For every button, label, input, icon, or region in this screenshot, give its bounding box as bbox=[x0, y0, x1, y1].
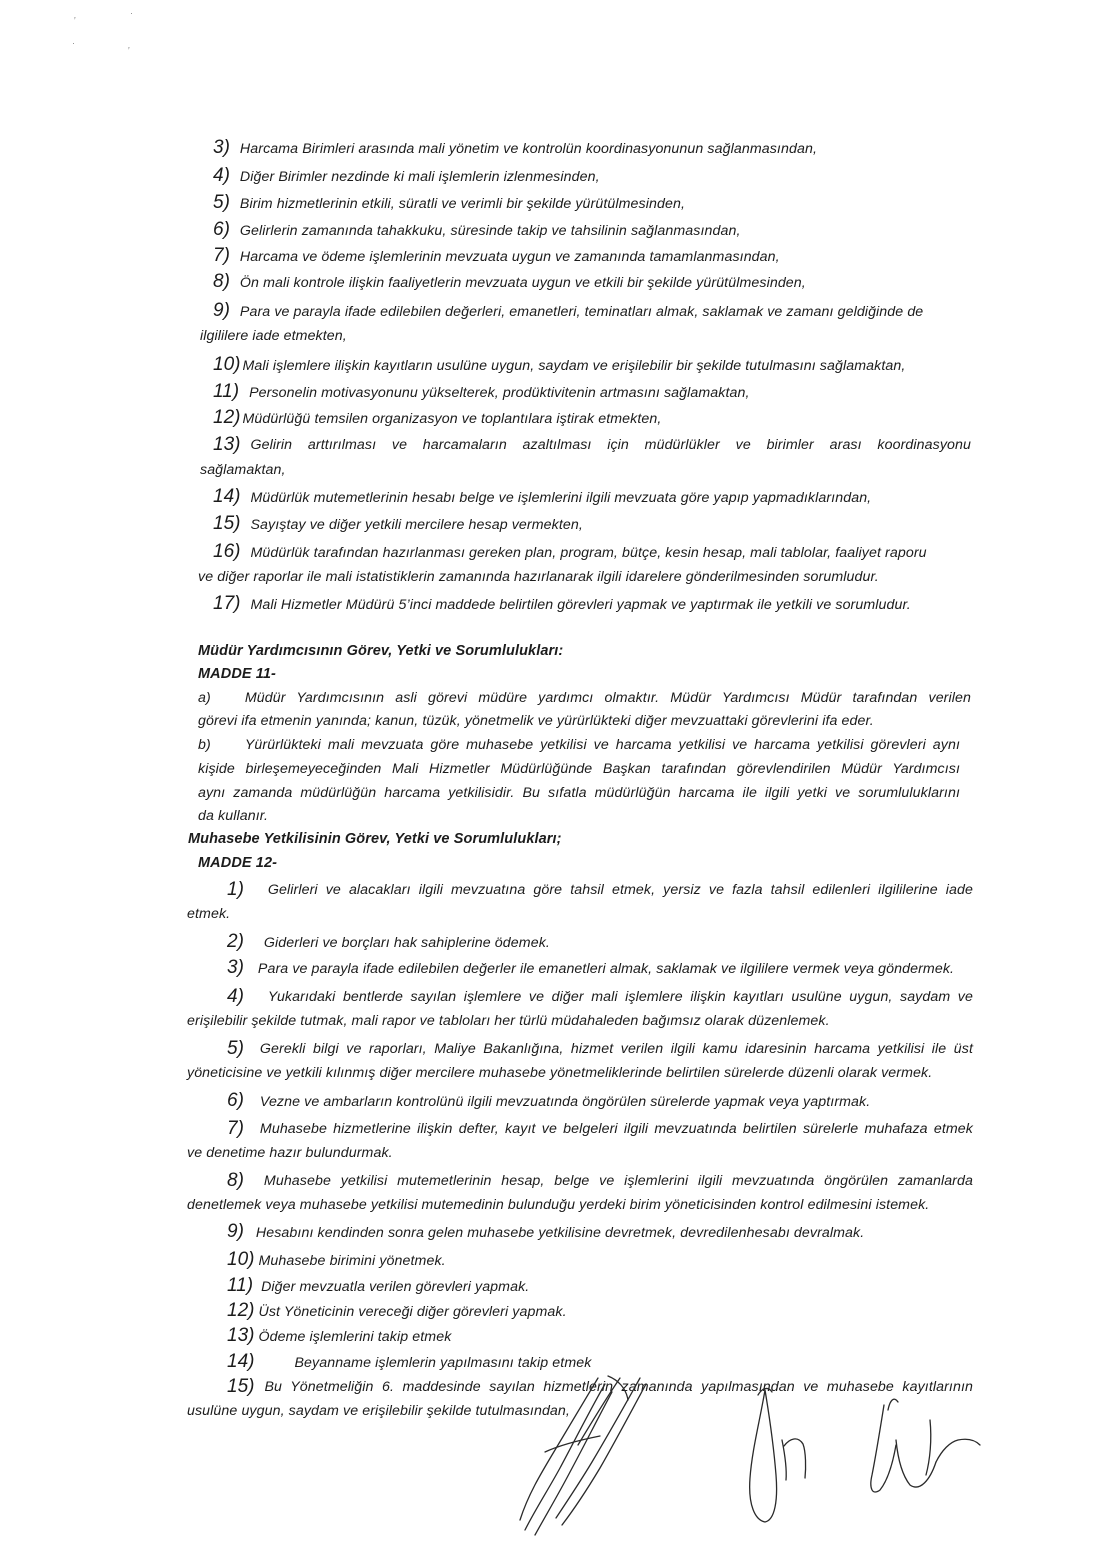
paragraph-line: da kullanır. bbox=[198, 808, 269, 824]
list-item: 3) Harcama Birimleri arasında mali yönetim ve kontrolün koordinasyonunun sağlanmasından, bbox=[213, 137, 817, 158]
list-item: 6) Gelirlerin zamanında tahakkuku, süresinde takip ve tahsilinin sağlanmasından, bbox=[213, 219, 741, 240]
list-item: 13) Gelirin arttırılması ve harcamaların azaltılması için müdürlükler ve birimler arası koordinasyonu bbox=[213, 434, 971, 455]
list-item: 5) Birim hizmetlerinin etkili, süratli ve verimli bir şekilde yürütülmesinden, bbox=[213, 192, 685, 213]
list-item-continuation: ve diğer raporlar ile mali istatistiklerin zamanında hazırlanarak ilgili idarelere gönderilmesinden sorumludur. bbox=[198, 569, 879, 585]
paragraph-line: aynı zamanda müdürlüğün harcama yetkilisidir. Bu sıfatla müdürlüğün harcama ile ilgili yetki ve sorumluluklarını bbox=[198, 785, 960, 801]
scan-mark: · bbox=[130, 8, 133, 18]
list-item: 4) Diğer Birimler nezdinde ki mali işlemlerin izlenmesinden, bbox=[213, 165, 600, 186]
paragraph-line: görevi ifa etmenin yanında; kanun, tüzük, yönetmelik ve yürürlükteki diğer mevzuattaki görevlerini ifa eder. bbox=[198, 713, 874, 729]
scan-mark: · bbox=[72, 38, 75, 48]
article-number: MADDE 12- bbox=[198, 855, 278, 871]
scan-mark: , bbox=[128, 40, 131, 50]
scan-mark: , bbox=[74, 10, 77, 20]
list-item-continuation: sağlamaktan, bbox=[200, 462, 286, 478]
list-item: 2) Giderleri ve borçları hak sahiplerine ödemek. bbox=[227, 931, 550, 952]
list-item: 8) Muhasebe yetkilisi mutemetlerinin hesap, belge ve işlemlerini ilgili mevzuatında öngörülen zamanlarda bbox=[227, 1170, 973, 1191]
list-item: 17) Mali Hizmetler Müdürü 5’inci maddede belirtilen görevleri yapmak ve yaptırmak ile yetkili ve sorumludur. bbox=[213, 593, 911, 614]
article-number: MADDE 11- bbox=[198, 666, 276, 682]
list-item: 4) Yukarıdaki bentlerde sayılan işlemlere ve diğer mali işlemlere ilişkin kayıtları usulüne uygun, saydam ve bbox=[227, 986, 973, 1007]
list-item-continuation: yöneticisine ve yetkili kılınmış diğer mercilere muhasebe yönetmeliklerinde belirtilen sürelerde düzenli olarak vermek. bbox=[187, 1065, 933, 1081]
section-heading: Muhasebe Yetkilisinin Görev, Yetki ve Sorumlulukları; bbox=[188, 831, 562, 847]
list-item: 9) Para ve parayla ifade edilebilen değerleri, emanetleri, teminatları almak, saklamak ve zamanı geldiğinde de bbox=[213, 300, 924, 321]
list-item-continuation: etmek. bbox=[187, 906, 231, 922]
list-item: 16) Müdürlük tarafından hazırlanması gereken plan, program, bütçe, kesin hesap, mali tablolar, faaliyet raporu bbox=[213, 541, 927, 562]
list-item: 15) Bu Yönetmeliğin 6. maddesinde sayılan hizmetlerin zamanında yapılmasından ve muhasebe kayıtlarının bbox=[227, 1376, 973, 1397]
list-item: 14) Beyanname işlemlerin yapılmasını takip etmek bbox=[227, 1351, 592, 1372]
list-item: 1) Gelirleri ve alacakları ilgili mevzuatına göre tahsil etmek, yersiz ve fazla tahsil edilenleri ilgililerine iade bbox=[227, 879, 973, 900]
list-item: 10) Mali işlemlere ilişkin kayıtların usulüne uygun, saydam ve erişilebilir bir şekilde tutulmasını sağlamaktan, bbox=[213, 354, 906, 375]
list-item: 11) Diğer mevzuatla verilen görevleri yapmak. bbox=[227, 1275, 530, 1296]
paragraph-line: a) Müdür Yardımcısının asli görevi müdüre yardımcı olmaktır. Müdür Yardımcısı Müdür tarafından verilen bbox=[198, 690, 971, 706]
list-item-continuation: ilgililere iade etmekten, bbox=[200, 328, 347, 344]
list-item: 13) Ödeme işlemlerini takip etmek bbox=[227, 1325, 452, 1346]
signature-2 bbox=[750, 1388, 806, 1522]
signature-3 bbox=[871, 1399, 980, 1492]
list-item: 3) Para ve parayla ifade edilebilen değerler ile emanetleri almak, saklamak ve ilgililere vermek veya göndermek. bbox=[227, 957, 955, 978]
list-item: 8) Ön mali kontrole ilişkin faaliyetlerin mevzuata uygun ve etkili bir şekilde yürütülmesinden, bbox=[213, 271, 806, 292]
list-item: 7) Harcama ve ödeme işlemlerinin mevzuata uygun ve zamanında tamamlanmasından, bbox=[213, 245, 780, 266]
list-item: 14) Müdürlük mutemetlerinin hesabı belge ve işlemlerini ilgili mevzuata göre yapıp yapmadıklarından, bbox=[213, 486, 872, 507]
list-item-continuation: erişilebilir şekilde tutmak, mali rapor ve tabloları her türlü müdahaleden bağımsız olarak düzenlemek. bbox=[187, 1013, 830, 1029]
list-item: 12) Üst Yöneticinin vereceği diğer görevleri yapmak. bbox=[227, 1300, 567, 1321]
list-item-continuation: denetlemek veya muhasebe yetkilisi mutemedinin bulunduğu yerdeki birim yöneticisinden kontrol edilmesini istemek. bbox=[187, 1197, 930, 1213]
list-item: 9) Hesabını kendinden sonra gelen muhasebe yetkilisine devretmek, devredilenhesabı devralmak. bbox=[227, 1221, 865, 1242]
list-item: 5) Gerekli bilgi ve raporları, Maliye Bakanlığına, hizmet verilen ilgili kamu idaresinin harcama yetkilisi ile üst bbox=[227, 1038, 973, 1059]
list-item: 7) Muhasebe hizmetlerine ilişkin defter, kayıt ve belgeleri ilgili mevzuatında belirtilen sürelerle muhafaza etmek bbox=[227, 1118, 973, 1139]
signature-1 bbox=[520, 1376, 646, 1535]
list-item-continuation: usulüne uygun, saydam ve erişilebilir şekilde tutulmasından, bbox=[187, 1403, 570, 1419]
list-item: 15) Sayıştay ve diğer yetkili mercilere hesap vermekten, bbox=[213, 513, 583, 534]
paragraph-line: b) Yürürlükteki mali mevzuata göre muhasebe yetkilisi ve harcama yetkilisi ve harcama yetkilisi görevleri aynı bbox=[198, 737, 960, 753]
paragraph-line: kişide birleşemeyeceğinden Mali Hizmetler Müdürlüğünde Başkan tarafından görevlendirilen Müdür Yardımcısı bbox=[198, 761, 960, 777]
section-heading: Müdür Yardımcısının Görev, Yetki ve Sorumlulukları: bbox=[198, 643, 564, 659]
list-item-continuation: ve denetime hazır bulundurmak. bbox=[187, 1145, 393, 1161]
list-item: 11) Personelin motivasyonunu yükselterek, prodüktivitenin artmasını sağlamaktan, bbox=[213, 381, 750, 402]
list-item: 6) Vezne ve ambarların kontrolünü ilgili mevzuatında öngörülen sürelerde yapmak veya yaptırmak. bbox=[227, 1090, 871, 1111]
list-item: 10) Muhasebe birimini yönetmek. bbox=[227, 1249, 446, 1270]
list-item: 12) Müdürlüğü temsilen organizasyon ve toplantılara iştirak etmekten, bbox=[213, 407, 662, 428]
